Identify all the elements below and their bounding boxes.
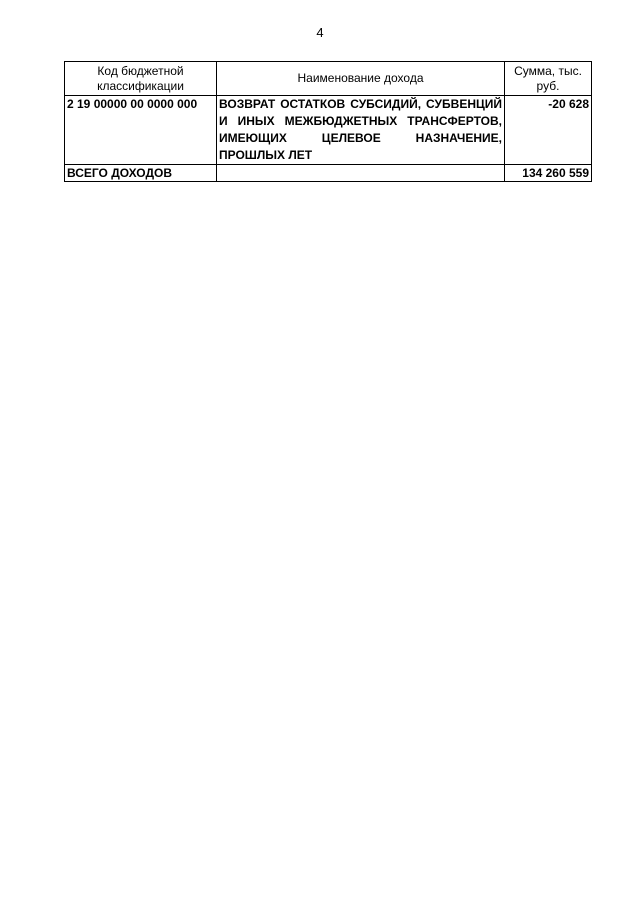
total-row bbox=[65, 165, 592, 182]
header-name: Наименование дохода bbox=[217, 62, 505, 96]
total-label: ВСЕГО ДОХОДОВ bbox=[65, 165, 217, 182]
total-amount: 134 260 559 bbox=[505, 165, 592, 182]
total-name bbox=[217, 165, 505, 182]
header-amount: Сумма, тыс. руб. bbox=[505, 62, 592, 96]
table-header-row bbox=[65, 62, 592, 96]
revenue-table bbox=[64, 61, 592, 182]
header-code: Код бюджетной классификации bbox=[65, 62, 217, 96]
page-number: 4 bbox=[316, 25, 324, 40]
row-name: ВОЗВРАТ ОСТАТКОВ СУБСИДИЙ, СУБВЕНЦИЙ И ИНЫХ МЕЖБЮДЖЕТНЫХ ТРАНСФЕРТОВ, ИМЕЮЩИХ ЦЕЛЕВОЕ НАЗНАЧЕНИЕ, ПРОШЛЫХ ЛЕТ bbox=[217, 96, 505, 165]
row-code: 2 19 00000 00 0000 000 bbox=[65, 96, 217, 165]
table-row bbox=[65, 96, 592, 165]
row-amount: -20 628 bbox=[505, 96, 592, 165]
